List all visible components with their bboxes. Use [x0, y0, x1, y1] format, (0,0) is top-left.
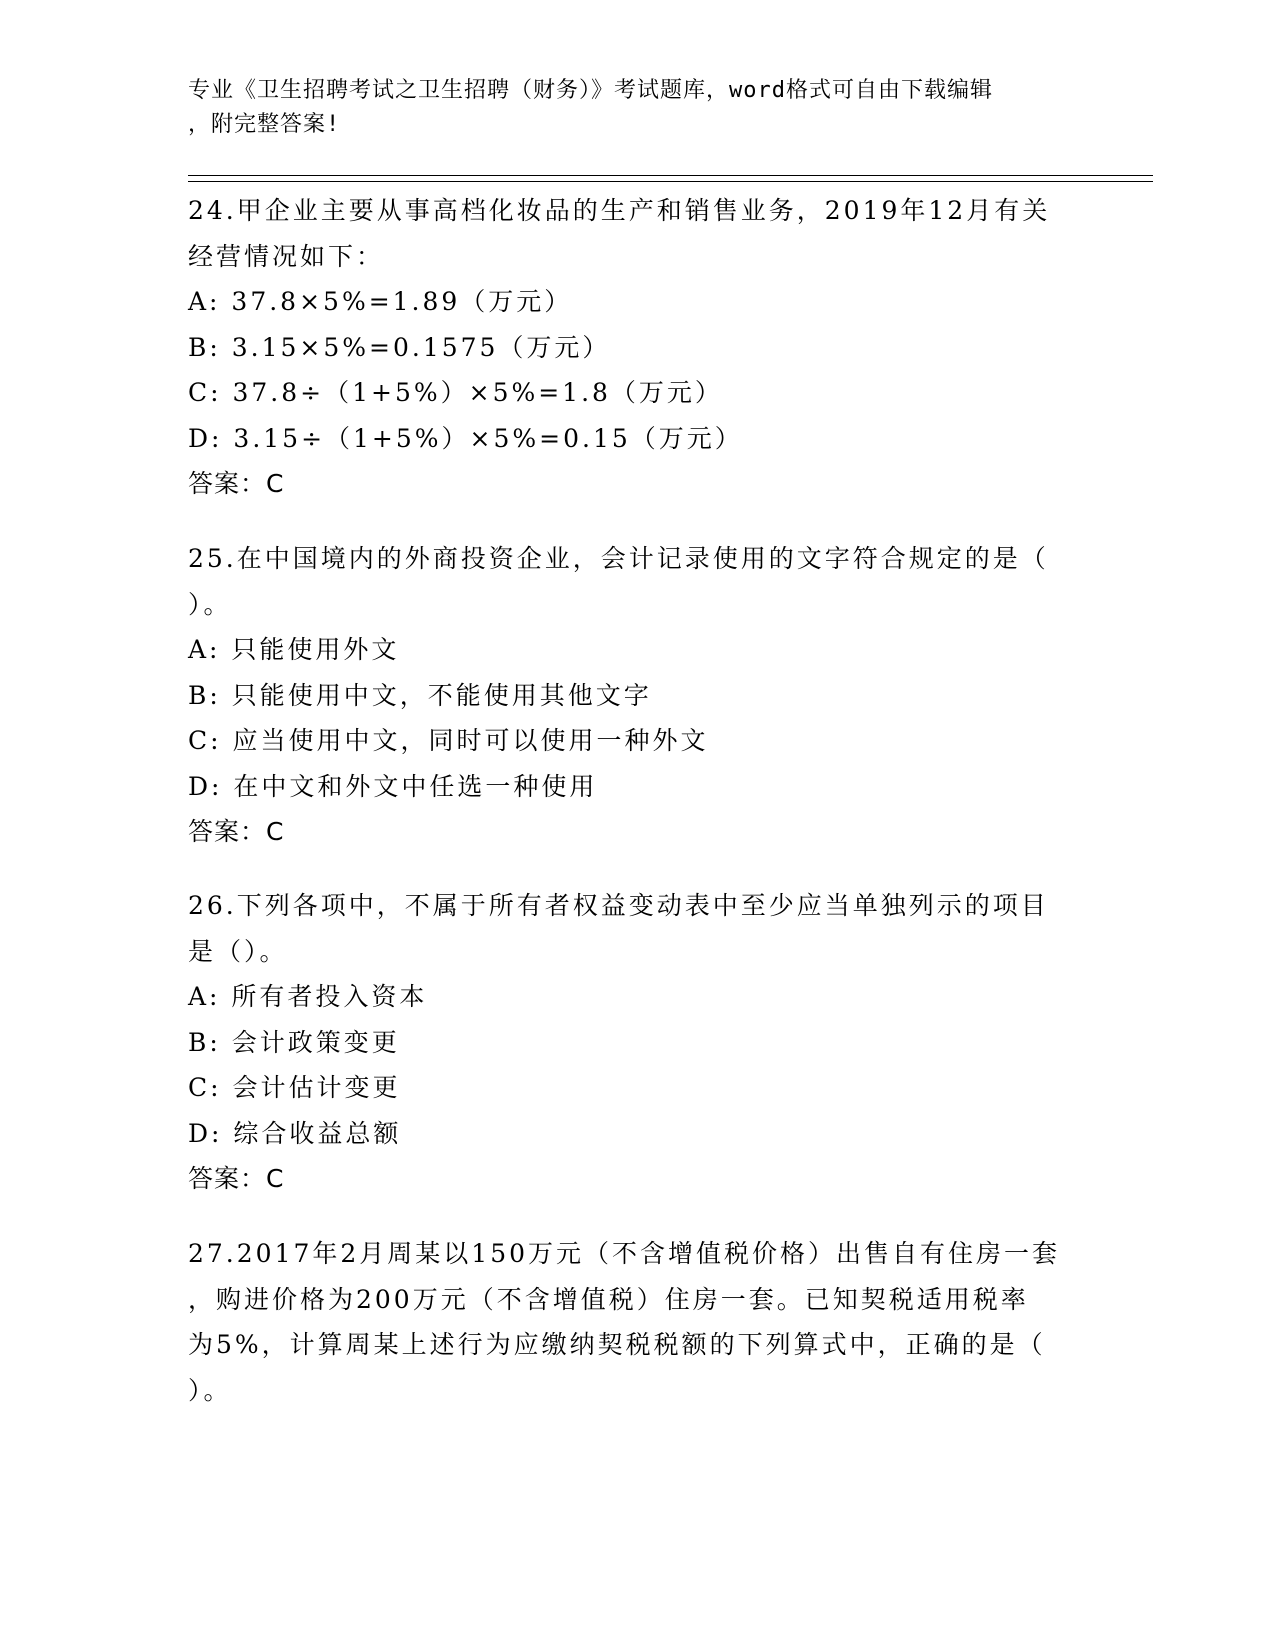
- question-stem-line: 24.甲企业主要从事高档化妆品的生产和销售业务，2019年12月有关: [188, 196, 1051, 225]
- document-header: [188, 74, 1068, 142]
- header-divider-top: [188, 175, 1153, 176]
- question-stem-line: 为5%，计算周某上述行为应缴纳契税税额的下列算式中，正确的是（: [188, 1330, 1046, 1359]
- option-a: A: 所有者投入资本: [188, 982, 428, 1011]
- question-stem-line: ）。: [188, 1375, 232, 1405]
- question-26: [188, 883, 1088, 1202]
- option-c: C: 会计估计变更: [188, 1073, 401, 1102]
- question-24: [188, 188, 1088, 507]
- option-a: A: 37.8×5%=1.89（万元）: [188, 287, 573, 316]
- option-c: C: 应当使用中文，同时可以使用一种外文: [188, 726, 709, 755]
- question-stem-line: ）。: [188, 589, 232, 619]
- header-divider-bottom: [188, 181, 1153, 182]
- question-stem-line: ，购进价格为200万元（不含增值税）住房一套。已知契税适用税率: [188, 1284, 1029, 1314]
- question-stem-line: 27.2017年2月周某以150万元（不含增值税价格）出售自有住房一套: [188, 1239, 1061, 1268]
- answer: 答案：C: [188, 469, 285, 498]
- option-d: D: 综合收益总额: [188, 1118, 402, 1148]
- answer: 答案：C: [188, 1164, 285, 1193]
- option-d: D: 3.15÷（1+5%）×5%=0.15（万元）: [188, 423, 743, 453]
- option-c: C: 37.8÷（1+5%）×5%=1.8（万元）: [188, 378, 723, 407]
- header-line: ，附完整答案!: [188, 112, 341, 137]
- question-27: [188, 1231, 1088, 1413]
- option-b: B: 会计政策变更: [188, 1027, 400, 1057]
- option-d: D: 在中文和外文中任选一种使用: [188, 771, 598, 801]
- question-stem-line: 25.在中国境内的外商投资企业，会计记录使用的文字符合规定的是（: [188, 544, 1049, 573]
- question-25: [188, 536, 1088, 855]
- answer: 答案：C: [188, 817, 285, 846]
- question-stem-line: 26.下列各项中，不属于所有者权益变动表中至少应当单独列示的项目: [188, 891, 1049, 920]
- option-a: A: 只能使用外文: [188, 635, 400, 664]
- option-b: B: 只能使用中文，不能使用其他文字: [188, 680, 652, 710]
- question-stem-line: 是（）。: [188, 936, 288, 966]
- option-b: B: 3.15×5%=0.1575（万元）: [188, 332, 611, 362]
- question-stem-line: 经营情况如下：: [188, 241, 385, 271]
- header-line: 专业《卫生招聘考试之卫生招聘（财务）》考试题库，word格式可自由下载编辑: [188, 78, 993, 103]
